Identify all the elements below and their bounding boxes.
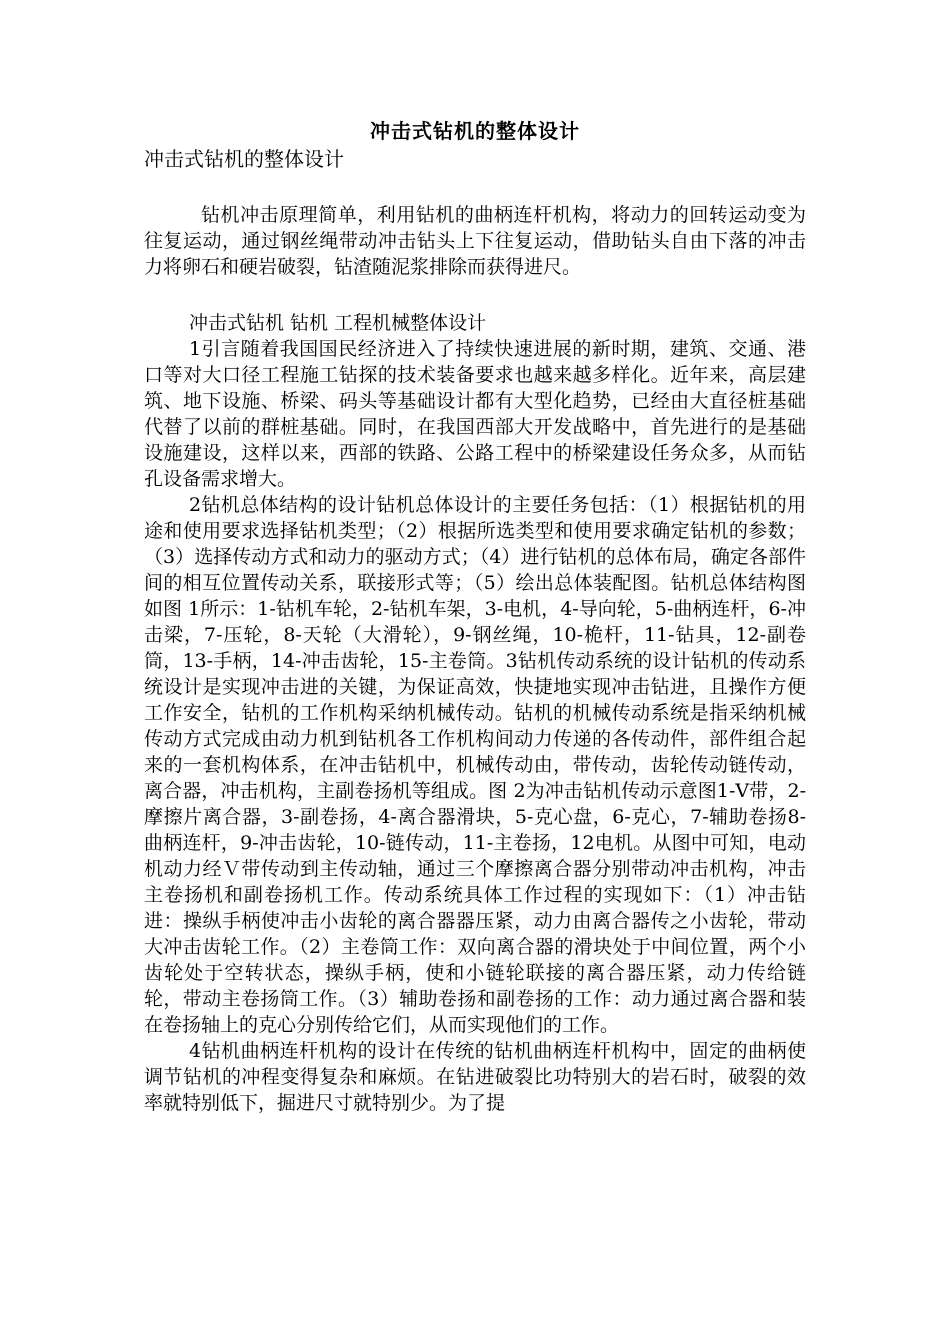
keywords-line: 冲击式钻机 钻机 工程机械整体设计 xyxy=(189,312,487,334)
document-title: 冲击式钻机的整体设计 xyxy=(370,119,580,143)
intro-paragraph: 钻机冲击原理简单，利用钻机的曲柄连杆机构，将动力的回转运动变为往复运动，通过钢丝绳带动冲击钻头上下往复运动，借助钻头自由下落的冲击力将卵石和硬岩破裂，钻渣随泥浆排除而获得进尺。 xyxy=(144,204,806,278)
paragraph-crank-design: 4钻机曲柄连杆机构的设计在传统的钻机曲柄连杆机构中，固定的曲柄使调节钻机的冲程变得复杂和麻烦。在钻进破裂比功特别大的岩石时，破裂的效率就特别低下，掘进尺寸就特别少。为了提 xyxy=(144,1040,806,1114)
document-subtitle: 冲击式钻机的整体设计 xyxy=(144,147,344,171)
paragraph-structure-transmission: 2钻机总体结构的设计钻机总体设计的主要任务包括：（1）根据钻机的用途和使用要求选择钻机类型；（2）根据所选类型和使用要求确定钻机的参数；（3）选择传动方式和动力的驱动方式；（4）进行钻机的总体布局，确定各部件间的相互位置传动关系，联接形式等；（5）绘出总体装配图。钻机总体结构图如图 1所示：1-钻机车轮，2-钻机车架，3-电机，4-导向轮，5-曲柄连杆，6-冲击梁，7-压轮，8-天轮（大滑轮），9-钢丝绳，10-桅杆，11-钻具，12-副卷筒，13-手柄，14-冲击齿轮，15-主卷筒。3钻机传动系统的设计钻机的传动系统设计是实现冲击进的关键，为保证高效，快捷地实现冲击钻进，且操作方便工作安全，钻机的工作机构采纳机械传动。钻机的机械传动系统是指采纳机械传动方式完成由动力机到钻机各工作机构间动力传递的各传动件，部件组合起来的一套机构体系，在冲击钻机中，机械传动由，带传动，齿轮传动链传动，离合器，冲击机构，主副卷扬机等组成。图 2为冲击钻机传动示意图1-V带，2-摩擦片离合器，3-副卷扬，4-离合器滑块，5-克心盘，6-克心，7-辅助卷扬8-曲柄连杆，9-冲击齿轮，10-链传动，11-主卷扬，12电机。从图中可知，电动机动力经Ｖ带传动到主传动轴，通过三个摩擦离合器分别带动冲击机构，冲击主卷扬机和副卷扬机工作。传动系统具体工作过程的实现如下：（1）冲击钻进：操纵手柄使冲击小齿轮的离合器器压紧，动力由离合器传之小齿轮，带动大冲击齿轮工作。（2）主卷筒工作：双向离合器的滑块处于中间位置，两个小齿轮处于空转状态，操纵手柄，使和小链轮联接的离合器压紧，动力传给链轮，带动主卷扬筒工作。（3）辅助卷扬和副卷扬的工作：动力通过离合器和装在卷扬轴上的克心分别传给它们，从而实现他们的工作。 xyxy=(144,494,806,1036)
document-body xyxy=(144,118,806,1116)
paragraph-introduction: 1引言随着我国国民经济进入了持续快速进展的新时期，建筑、交通、港口等对大口径工程施工钻探的技术装备要求也越来越多样化。近年来，高层建筑、地下设施、桥梁、码头等基础设计都有大型化趋势，已经由大直径桩基础代替了以前的群桩基础。同时，在我国西部大开发战略中，首先进行的是基础设施建设，这样以来，西部的铁路、公路工程中的桥梁建设任务众多，从而钻孔设备需求增大。 xyxy=(144,338,806,490)
